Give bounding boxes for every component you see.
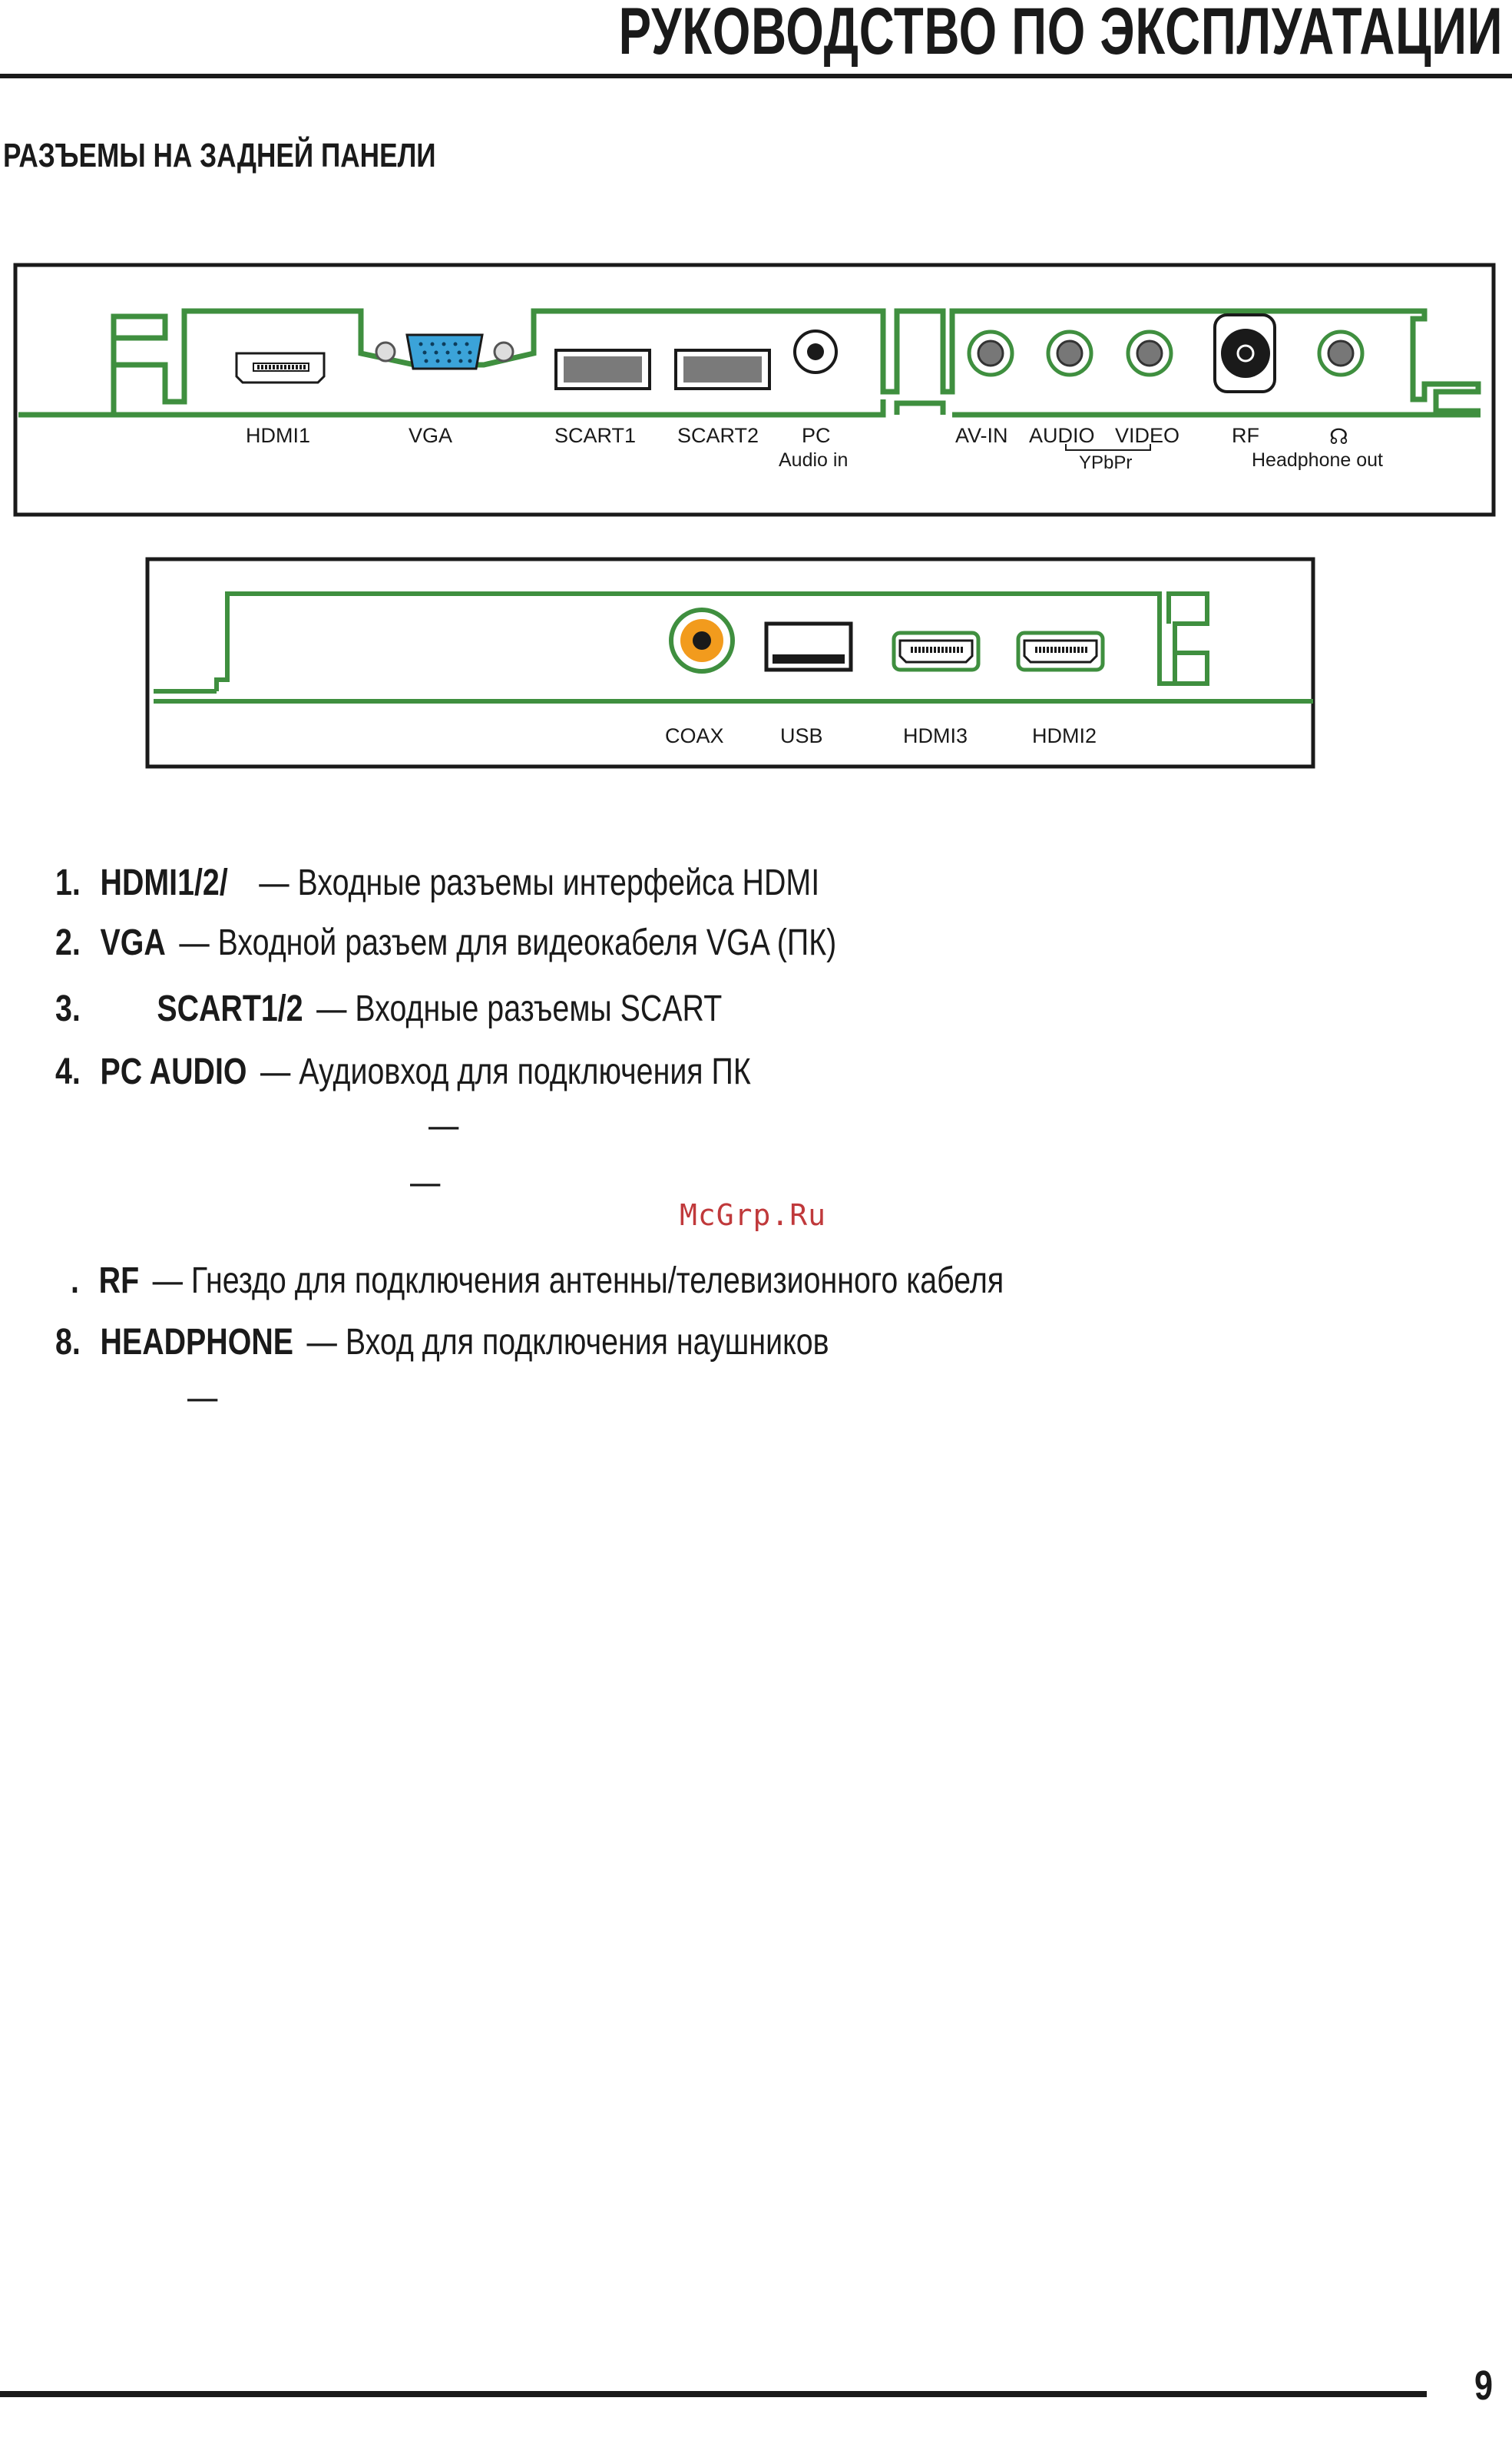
label-scart1: SCART1 xyxy=(554,424,637,447)
label-vga: VGA xyxy=(409,424,453,447)
item-description: — xyxy=(428,1105,459,1146)
list-item-headphone xyxy=(55,1321,829,1363)
board-outline-base xyxy=(18,399,1481,415)
rf-connector xyxy=(1215,315,1275,392)
label-audio-in: Audio in xyxy=(779,449,849,471)
item-description: — Вход для подключения наушников xyxy=(306,1322,829,1363)
label-usb: USB xyxy=(780,724,823,747)
label-hdmi3: HDMI3 xyxy=(903,724,968,747)
item-number: . xyxy=(71,1260,79,1301)
list-item-pc-audio xyxy=(55,1051,751,1093)
label-video: VIDEO xyxy=(1115,424,1180,447)
headphone-jack xyxy=(1319,332,1362,375)
headphone-icon: ☊ xyxy=(1329,425,1348,449)
item-number: 3. xyxy=(55,989,81,1029)
list-item-blank-5 xyxy=(428,1104,458,1147)
header-rule xyxy=(0,74,1512,78)
list-item-scart xyxy=(55,988,722,1030)
item-description: — Входные разъемы интерфейса HDMI xyxy=(259,863,820,903)
item-number: 2. xyxy=(55,922,81,963)
footer-rule xyxy=(0,2391,1427,2397)
hdmi1-port xyxy=(237,353,324,383)
list-item-vga xyxy=(55,922,836,964)
item-key: HEADPHONE xyxy=(100,1322,294,1363)
watermark: McGrp.Ru xyxy=(680,1198,827,1232)
rear-panel-diagram xyxy=(0,253,1512,530)
usb-port xyxy=(766,624,851,670)
hdmi3-port xyxy=(894,633,978,670)
item-key: PC AUDIO xyxy=(100,1051,247,1092)
item-description: — Аудиовход для подключения ПК xyxy=(260,1051,751,1092)
item-description: — xyxy=(187,1377,218,1418)
label-audio: AUDIO xyxy=(1029,424,1095,447)
list-item-rf xyxy=(71,1260,1004,1302)
item-description: — Гнездо для подключения антенны/телевизионного кабеля xyxy=(152,1260,1004,1301)
item-description: — Входные разъемы SCART xyxy=(316,989,723,1029)
item-description: — Входной разъем для видеокабеля VGA (ПК) xyxy=(179,922,837,963)
pc-audio-jack xyxy=(795,331,836,373)
label-rf: RF xyxy=(1232,424,1259,447)
scart1-port xyxy=(556,350,650,389)
side-panel-frame xyxy=(147,559,1313,767)
list-item-blank-9 xyxy=(187,1376,217,1419)
item-number: 4. xyxy=(55,1051,81,1092)
av-in-jack xyxy=(969,332,1012,375)
item-key: SCART1/2 xyxy=(157,989,303,1029)
page-number: 9 xyxy=(1474,2363,1494,2409)
list-item-blank-6 xyxy=(410,1161,440,1204)
side-panel-diagram xyxy=(0,553,1512,783)
label-scart2: SCART2 xyxy=(677,424,759,447)
item-key: HDMI1/2/ xyxy=(100,863,228,903)
video-jack xyxy=(1128,332,1171,375)
item-key: VGA xyxy=(100,922,166,963)
label-headphone-out: Headphone out xyxy=(1252,449,1383,471)
section-title: РАЗЪЕМЫ НА ЗАДНЕЙ ПАНЕЛИ xyxy=(3,137,436,174)
item-key: RF xyxy=(98,1260,140,1301)
item-description: — xyxy=(410,1162,441,1203)
audio-jack xyxy=(1048,332,1091,375)
label-ypbpr: YPbPr xyxy=(1079,452,1133,473)
label-av-in: AV-IN xyxy=(955,424,1008,447)
list-item-hdmi xyxy=(55,862,819,904)
label-coax: COAX xyxy=(665,724,724,747)
item-number: 8. xyxy=(55,1322,81,1363)
item-number: 1. xyxy=(55,863,81,903)
label-hdmi1: HDMI1 xyxy=(246,424,311,447)
coax-port xyxy=(671,610,733,671)
scart2-port xyxy=(676,350,769,389)
label-pc: PC xyxy=(802,424,831,447)
label-hdmi2: HDMI2 xyxy=(1032,724,1097,747)
page-header-title: РУКОВОДСТВО ПО ЭКСПЛУАТАЦИИ xyxy=(618,0,1503,68)
hdmi2-port xyxy=(1018,633,1103,670)
